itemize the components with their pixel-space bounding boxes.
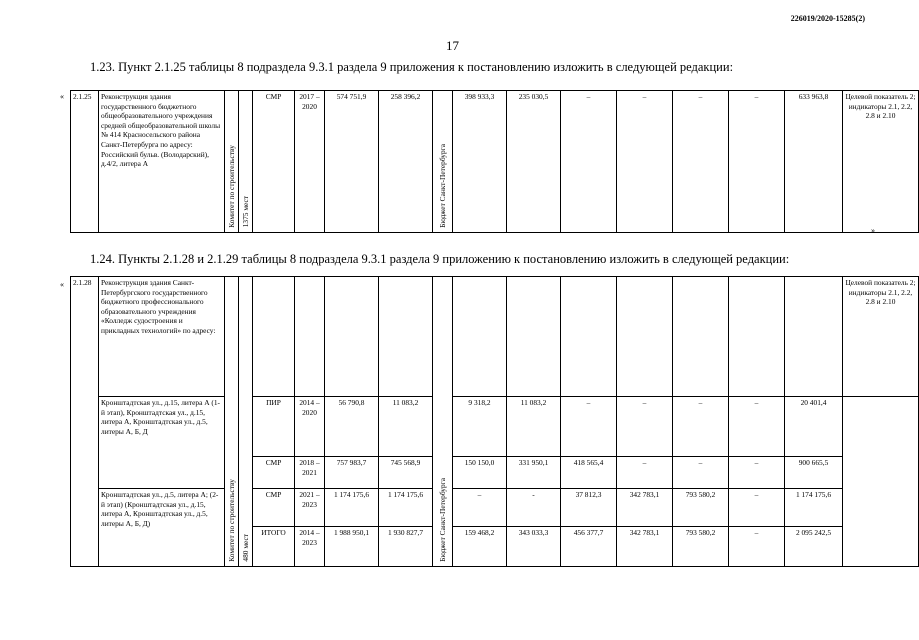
value-6: – [673,91,729,233]
row-value-d: 37 812,3 [561,489,617,527]
row-period: 2014 – 2023 [295,527,325,567]
row-value-a: 1 930 827,7 [379,527,433,567]
row-value-b: – [453,489,507,527]
item-number: 2.1.28 [71,277,99,567]
row-total: 757 983,7 [325,457,379,489]
quote-open-1: « [60,92,64,101]
row-value-a: 1 174 175,6 [379,489,433,527]
source-cell [433,91,453,233]
document-number: 226019/2020-15285(2) [790,14,865,23]
row-value-e: 342 783,1 [617,489,673,527]
executor-cell [225,277,239,567]
indicator: Целевой показатель 2; индикаторы 2.1, 2.2, 2.8 и 2.10 [843,91,919,233]
row-value-g: – [729,397,785,457]
row-sum: 2 095 242,5 [785,527,843,567]
capacity-cell [239,277,253,567]
row-value-e: – [617,397,673,457]
total-cost: 574 751,9 [325,91,379,233]
row-value-e: 342 783,1 [617,527,673,567]
value-1: 258 396,2 [379,91,433,233]
row-value-g: – [729,457,785,489]
executor-cell [225,91,239,233]
page-number: 17 [446,38,459,53]
heading-1-24: 1.24. Пункты 2.1.28 и 2.1.29 таблицы 8 подраздела 9.3.1 раздела 9 приложению к постановлению изложить в следующей редакции: [90,252,790,266]
row-value-f: – [673,397,729,457]
executor-label: Комитет по строительству [226,478,236,562]
executor-label: Комитет по строительству [226,144,236,228]
row-total: 1 174 175,6 [325,489,379,527]
indicator: Целевой показатель 2; индикаторы 2.1, 2.2, 2.8 и 2.10 [843,277,919,397]
row-value-d: 418 565,4 [561,457,617,489]
row-sum: 20 401,4 [785,397,843,457]
value-5: – [617,91,673,233]
row-value-c: 343 033,3 [507,527,561,567]
row-type: СМР [253,489,295,527]
row-value-c: 11 083,2 [507,397,561,457]
row-sum: 900 665,5 [785,457,843,489]
row-value-g: – [729,527,785,567]
address-stage-1: Кронштадтская ул., д.15, литера А (1-й этап), Кронштадтская ул., д.15, литера А, Кронштадтская ул., д.5, литеры А, Б, Д [99,397,225,489]
row-value-b: 150 150,0 [453,457,507,489]
table-item-2-1-25 [70,90,919,233]
row-value-c: - [507,489,561,527]
source-cell [433,277,453,567]
item-number: 2.1.25 [71,91,99,233]
work-type: СМР [253,91,295,233]
row-value-f: 793 580,2 [673,489,729,527]
row-period: 2021 – 2023 [295,489,325,527]
capacity-label: 480 мест [240,533,250,562]
row-value-b: 159 468,2 [453,527,507,567]
value-2: 398 933,3 [453,91,507,233]
row-value-c: 331 950,1 [507,457,561,489]
source-label: Бюджет Санкт-Петербурга [437,477,447,562]
row-type: ИТОГО [253,527,295,567]
heading-1-23: 1.23. Пункт 2.1.25 таблицы 8 подраздела 9.3.1 раздела 9 приложения к постановлению изложить в следующей редакции: [90,60,734,74]
value-3: 235 030,5 [507,91,561,233]
sum-value: 633 963,8 [785,91,843,233]
row-value-f: – [673,457,729,489]
row-value-b: 9 318,2 [453,397,507,457]
quote-open-2: « [60,280,64,289]
row-period: 2014 – 2020 [295,397,325,457]
period: 2017 – 2020 [295,91,325,233]
row-type: ПИР [253,397,295,457]
row-value-a: 11 083,2 [379,397,433,457]
capacity-cell [239,91,253,233]
item-name: Реконструкция здания государственного бюджетного общеобразовательного учреждения средней общеобразовательной школы № 414 Красносельского района Санкт-Петербурга по адресу: Российский бульв. (Володарский), д.4/2, литера А [99,91,225,233]
row-value-e: – [617,457,673,489]
row-sum: 1 174 175,6 [785,489,843,527]
quote-close-1: ». [871,226,877,235]
value-4: – [561,91,617,233]
row-period: 2018 – 2021 [295,457,325,489]
row-value-f: 793 580,2 [673,527,729,567]
row-value-d: 456 377,7 [561,527,617,567]
row-value-d: – [561,397,617,457]
row-total: 56 790,8 [325,397,379,457]
row-value-a: 745 568,9 [379,457,433,489]
capacity-label: 1375 мест [240,196,250,228]
value-7: – [729,91,785,233]
source-label: Бюджет Санкт-Петербурга [437,143,447,228]
row-type: СМР [253,457,295,489]
item-name: Реконструкция здания Санкт-Петербургского государственного бюджетного профессионального образовательного учреждения «Колледж судостроения и прикладных технологий» по адресу: [99,277,225,397]
row-value-g: – [729,489,785,527]
row-total: 1 988 950,1 [325,527,379,567]
table-item-2-1-28 [70,276,919,567]
address-stage-2: Кронштадтская ул., д.5, литера А; (2-й этап) (Кронштадтская ул., д.15, литера А, Кронштадтская ул., д.5, литеры А, Б, Д) [99,489,225,567]
